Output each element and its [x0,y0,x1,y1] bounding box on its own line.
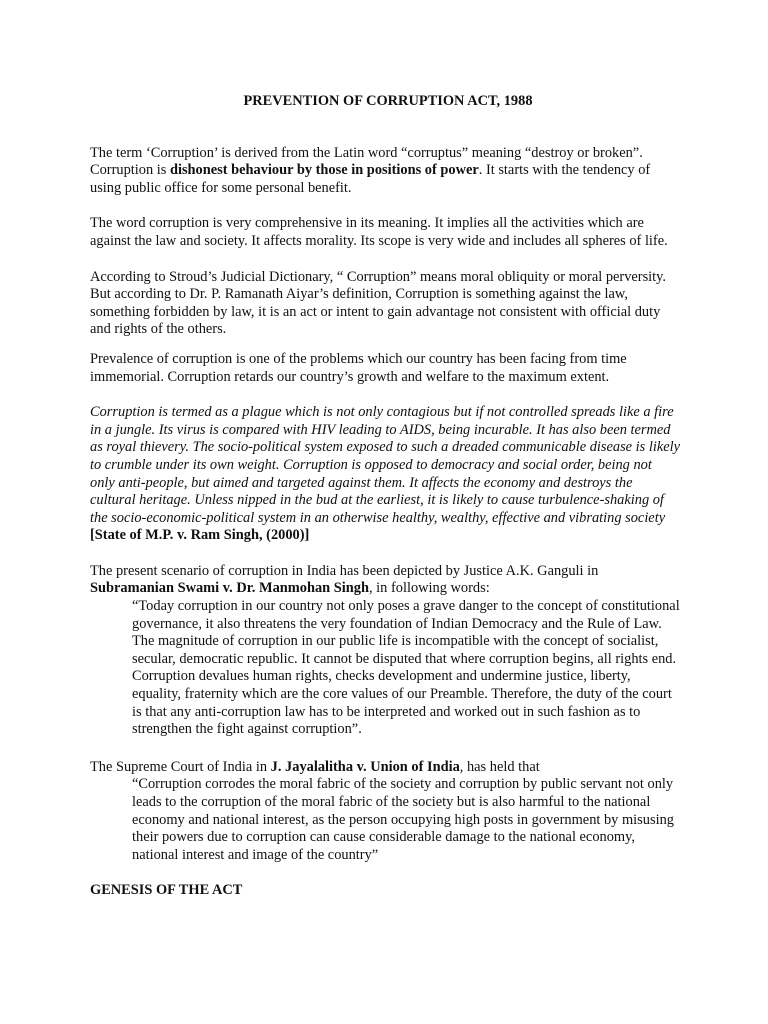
paragraph-plague-quote [90,404,680,545]
paragraph-etymology [90,145,680,198]
ganguli-quote: “Today corruption in our country not only poses a grave danger to the concept of constitutional governance, it also threatens the very foundation of Indian Democracy and the Rule of Law. The magnitude of corruption in our public life is incompatible with the concept of socialist, secular, democratic republic. It cannot be disputed that where corruption begins, all rights end. Corruption devalues human rights, checks development and undermine justice, liberty, equality, fraternity which are the core values of our Preamble. Therefore, the duty of the court is that any anti-corruption law has to be interpreted and worked out in such fashion as to strengthen the fight against corruption”. [132,598,680,738]
paragraph-definitions: According to Stroud’s Judicial Dictionary, “ Corruption” means moral obliquity or moral perversity. But according to Dr. P. Ramanath Aiyar’s definition, Corruption is something against the law, something forbidden by law, it is an act or intent to gain advantage not consistent with official duty and rights of the others. [90,268,667,338]
ganguli-intro-tail: , in following words: [368,580,490,597]
plague-quote-citation: [State of M.P. v. Ram Singh, (2000)] [90,527,310,544]
jayalalitha-quote: “Corruption corrodes the moral fabric of the society and corruption by public servant not only leads to the corruption of the moral fabric of the society but is also harmful to the national economy and national interest, as the person occupying high posts in government by misusing their powers due to corruption can cause considerable damage to the national economy, national interest and image of the country” [132,776,674,863]
paragraph-etymology-tail: . It starts with the tendency of using public office for some personal benefit. [90,162,651,196]
paragraph-etymology-text: The term ‘Corruption’ is derived from the Latin word “corruptus” meaning “destroy or broken”. Corruption is [90,144,643,179]
plague-quote-text: Corruption is termed as a plague which is not only contagious but if not controlled spreads like a fire in a jungle. Its virus is compared with HIV leading to AIDS, being incurable. It has also been termed as royal thievery. The socio-political system exposed to such a dreaded communicable disease is likely to crumble under its own weight. Corruption is opposed to democracy and social order, being not only anti-people, but aimed and targeted against them. It affects the economy and destroys the cultural heritage. Unless nipped in the bud at the earliest, it is likely to cause turbulence-shaking of the socio-economic-political system in an otherwise healthy, wealthy, effective and vibrating society [90,404,681,526]
document-title: PREVENTION OF CORRUPTION ACT, 1988 [243,93,533,109]
paragraph-etymology-bold: dishonest behaviour by those in positions of power [169,162,479,179]
jayalalitha-case-name: J. Jayalalitha v. Union of India [270,758,460,775]
paragraph-prevalence: Prevalence of corruption is one of the problems which our country has been facing from time immemorial. Corruption retards our country’s growth and welfare to the maximum extent. [90,350,627,385]
paragraph-scope: The word corruption is very comprehensive in its meaning. It implies all the activities which are against the law and society. It affects morality. Its scope is very wide and includes all spheres of life. [90,215,668,249]
paragraph-jayalalitha-intro [90,759,680,777]
paragraph-ganguli-intro [90,563,680,598]
ganguli-intro-text: The present scenario of corruption in India has been depicted by Justice A.K. Ganguli in [90,562,599,579]
jayalalitha-intro-text: The Supreme Court of India in [90,758,271,775]
section-heading-genesis: GENESIS OF THE ACT [90,882,243,899]
jayalalitha-intro-tail: , has held that [459,758,540,775]
document-page [90,93,680,900]
ganguli-case-name: Subramanian Swami v. Dr. Manmohan Singh [90,580,369,597]
